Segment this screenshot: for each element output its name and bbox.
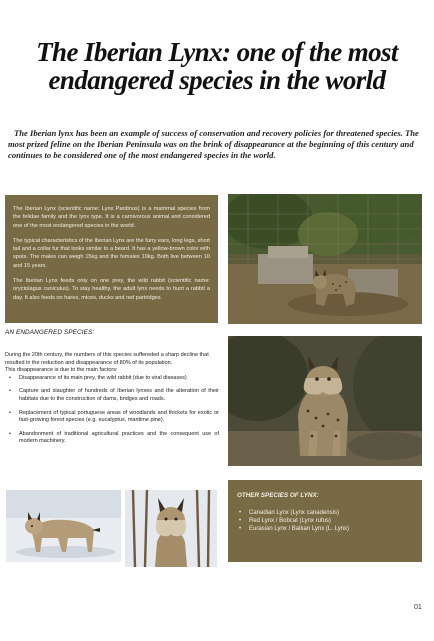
- info-paragraph: The Iberian Lynx feeds only on one prey, the wild rabbit (scientific name: oryctolagus cuniculus). To stay healthy, the adult lynx needs to hunt a rabbit a day. It also feeds on hares, mices, ducks and red partridges.: [13, 278, 210, 301]
- lynx-enclosure-photo: [228, 194, 422, 324]
- sitting-lynx-photo: [228, 336, 422, 466]
- list-item: • Replacement of typical portuguese areas of woodlands and thickets for exotic or fast-growing forest species (e.g. eucalyptus, maritime pine).: [5, 410, 219, 425]
- endangered-heading: AN ENDANGERED SPECIES:: [5, 329, 95, 336]
- intro-paragraph: The Iberian lynx has been an example of success of conservation and recovery policies for threatened species. The most prized feline on the Iberian Peninsula was on the brink of disappearance at the beginning of this century and continues to be considered one of the most endangered species in the world.: [8, 128, 419, 160]
- page-number: 01: [414, 604, 422, 611]
- endangered-section: [5, 352, 219, 452]
- info-paragraph: The typical characteristics of the Iberian Lynx are the furry ears, long legs, short tail and a collar fur that looks similar to a beard. It has a yellow-brown color with spots. The males can weigh 15kg and the females 10kg. Both live between 10 and 15 years.: [13, 237, 210, 269]
- list-item: • Abandonment of traditional agricultural practices and the consequent use of modern machinery.: [5, 431, 219, 446]
- other-species-box: [228, 480, 422, 562]
- info-box: [5, 195, 218, 323]
- list-item: • Canadian Lynx (Lynx canadensis): [237, 509, 413, 517]
- lynx-face-photo: [125, 490, 217, 567]
- endangered-lead: This disappearance is due to the main factors:: [5, 367, 118, 374]
- list-item: • Disappearance of its main prey, the wild rabbit (due to viral diseases): [5, 375, 219, 383]
- list-item: • Eurasian Lynx / Balkan Lynx (L. Lynx): [237, 525, 413, 533]
- info-paragraph: The Iberian Lynx (scientific name: Lynx Pardinus) is a mammal species from the felidae family and the lynx type. It is a carnivorous animal and considered one of the most endangered species in the world.: [13, 206, 210, 229]
- other-species-list: [237, 509, 413, 534]
- other-species-heading: OTHER SPECIES OF LYNX:: [237, 492, 319, 499]
- list-item: • Red Lynx / Bobcat (Lynx rufus): [237, 517, 413, 525]
- endangered-intro: During the 20th century, the numbers of this species suffereded a sharp decline that resulted in the reduction and disappearance of 80% of its population.: [5, 352, 209, 366]
- factors-list: [5, 375, 219, 446]
- list-item: • Capture and slaughter of hundreds of Iberian lynxes and the alteration of their habitats due to the construction of dams, bridges and roads.: [5, 388, 219, 403]
- page-title: The Iberian Lynx: one of the most endangered species in the world: [36, 37, 398, 95]
- lynx-snow-walking-photo: [6, 490, 121, 562]
